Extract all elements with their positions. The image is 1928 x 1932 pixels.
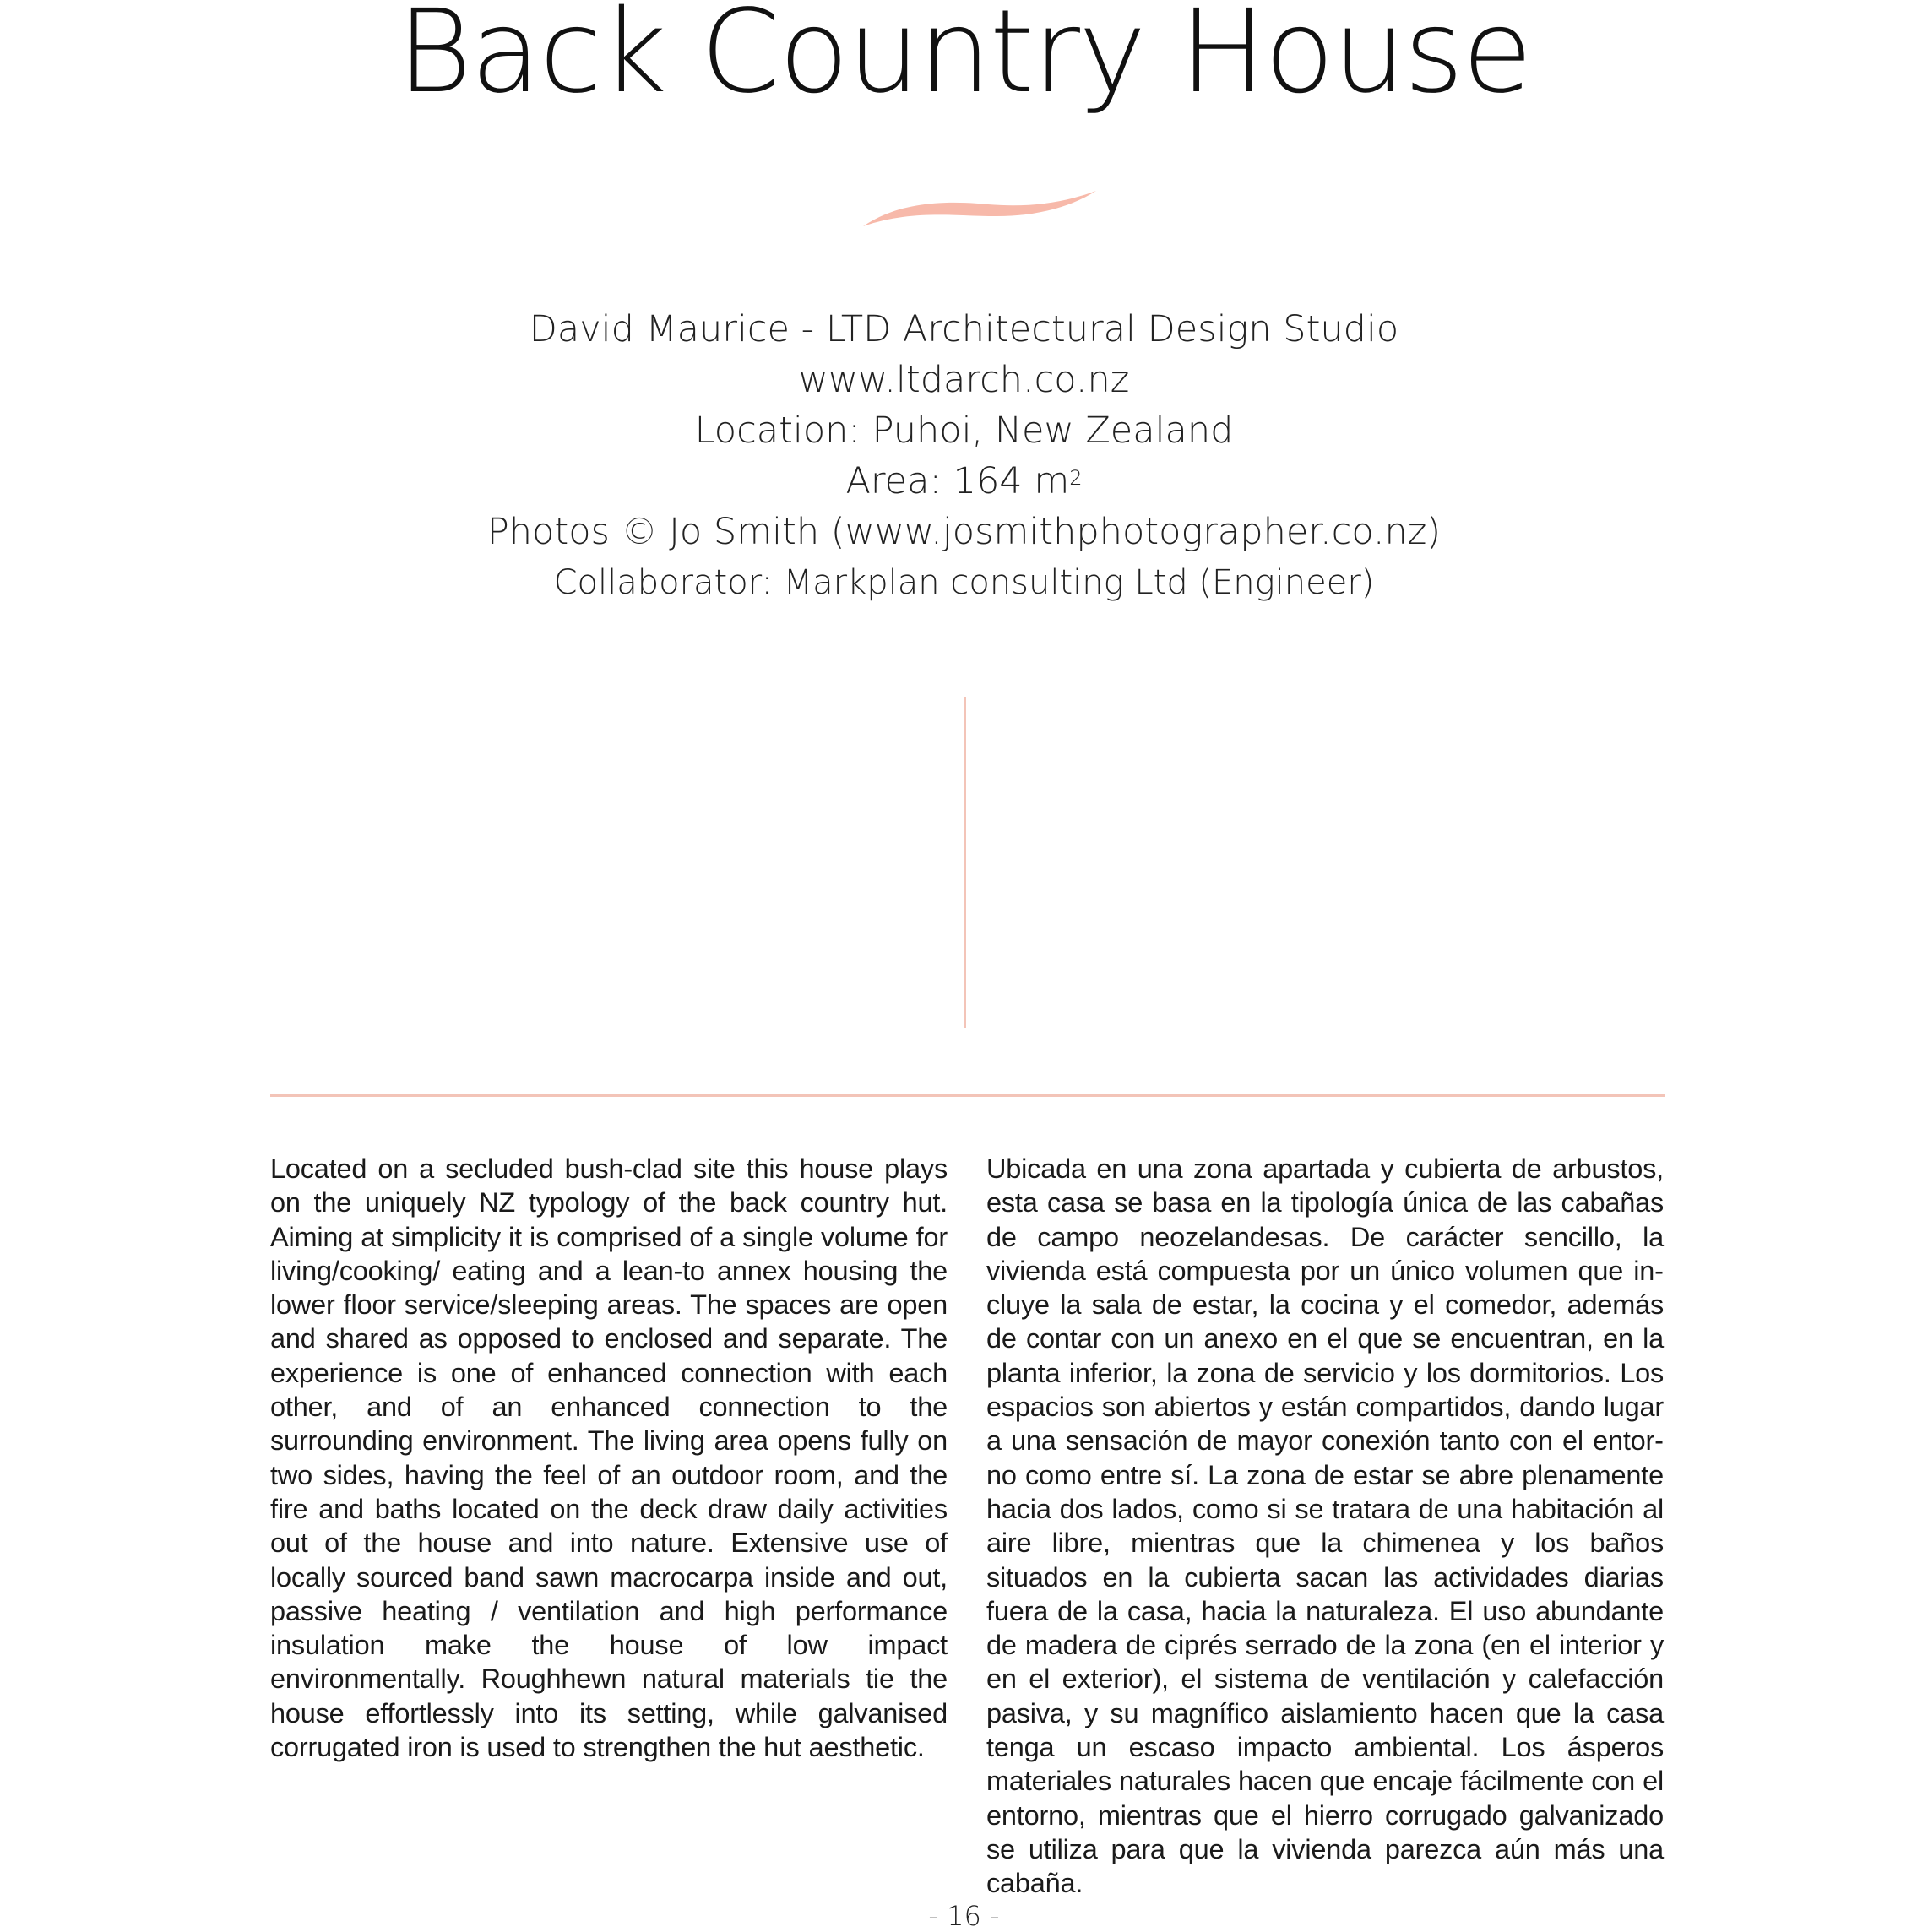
project-credits xyxy=(0,304,1928,608)
area-text xyxy=(0,456,1928,507)
collaborator-credit: Collaborator: Markplan consulting Ltd (Engineer) xyxy=(553,563,1375,602)
location-text: Location: Puhoi, New Zealand xyxy=(694,410,1234,452)
photo-credit: Photos © Jo Smith (www.josmithphotographer.co.nz) xyxy=(486,511,1442,553)
english-description: Located on a secluded bush-clad site this house plays on the uniquely NZ typology of the back country hut. Aiming at simplicity it is comprised of a single volume for living/cooking/ eating and a lean-to annex housing the lower floor service/sleeping areas. The spaces are open and shared as opposed to enclosed and separate. The experience is one of enhanced connection with each other, and of an enhanced connection to the surrounding environment. The living area opens fully on two sides, having the feel of an outdoor room, and the fire and baths located on the deck draw daily activities out of the house and into nature. Extensive use of locally sourced band sawn macrocarpa inside and out, passive heating / ventilation and high performance insulation make the house of low impact environmentally. Roughhewn natural materials tie the house effortlessly into its setting, while galvanised corrugated iron is used to strengthen the hut aesthetic. xyxy=(270,1153,948,1763)
spanish-description: Ubicada en una zona apartada y cubierta de arbustos, esta casa se basa en la tipología única de las cabañas de campo neozelandesas. De carácter sencillo, la vivienda está compuesta por un único volumen que incluye la sala de estar, la cocina y el comedor, además de contar con un anexo en el que se encuentran, en la planta inferior, la zona de servicio y los dormitorios. Los espacios son abiertos y están compartidos, dando lugar a una sensación de mayor conexión tanto con el entorno como entre sí. La zona de estar se abre plenamente hacia dos lados, como si se tratara de una habitación al aire libre, mientras que la chimenea y los baños situados en la cubierta sacan las actividades diarias fuera de la casa, hacia la naturaleza. El uso abundante de madera de ciprés serrado de la zona (en el interior y en el exterior), el sistema de ventilación y calefacción pasiva, y su magnífico aislamiento hacen que la casa tenga un escaso impacto ambiental. Los ásperos materiales naturales hacen que encaje fácilmente con el entorno, mientras que el hierro corrugado galvanizado se utiliza para que la vivienda parezca aún más una cabaña. xyxy=(986,1153,1664,1899)
decorative-swash xyxy=(861,187,1098,231)
website-link[interactable]: www.ltdarch.co.nz xyxy=(798,359,1130,401)
horizontal-divider xyxy=(270,1094,1665,1097)
area-exponent: 2 xyxy=(1069,466,1083,490)
page-title: Back Country House xyxy=(397,0,1531,119)
area-label: Area: 164 m xyxy=(845,460,1070,502)
designer-credit: David Maurice - LTD Architectural Design Studio xyxy=(529,308,1399,350)
vertical-divider xyxy=(964,697,966,1028)
page-number: - 16 - xyxy=(928,1900,1000,1932)
